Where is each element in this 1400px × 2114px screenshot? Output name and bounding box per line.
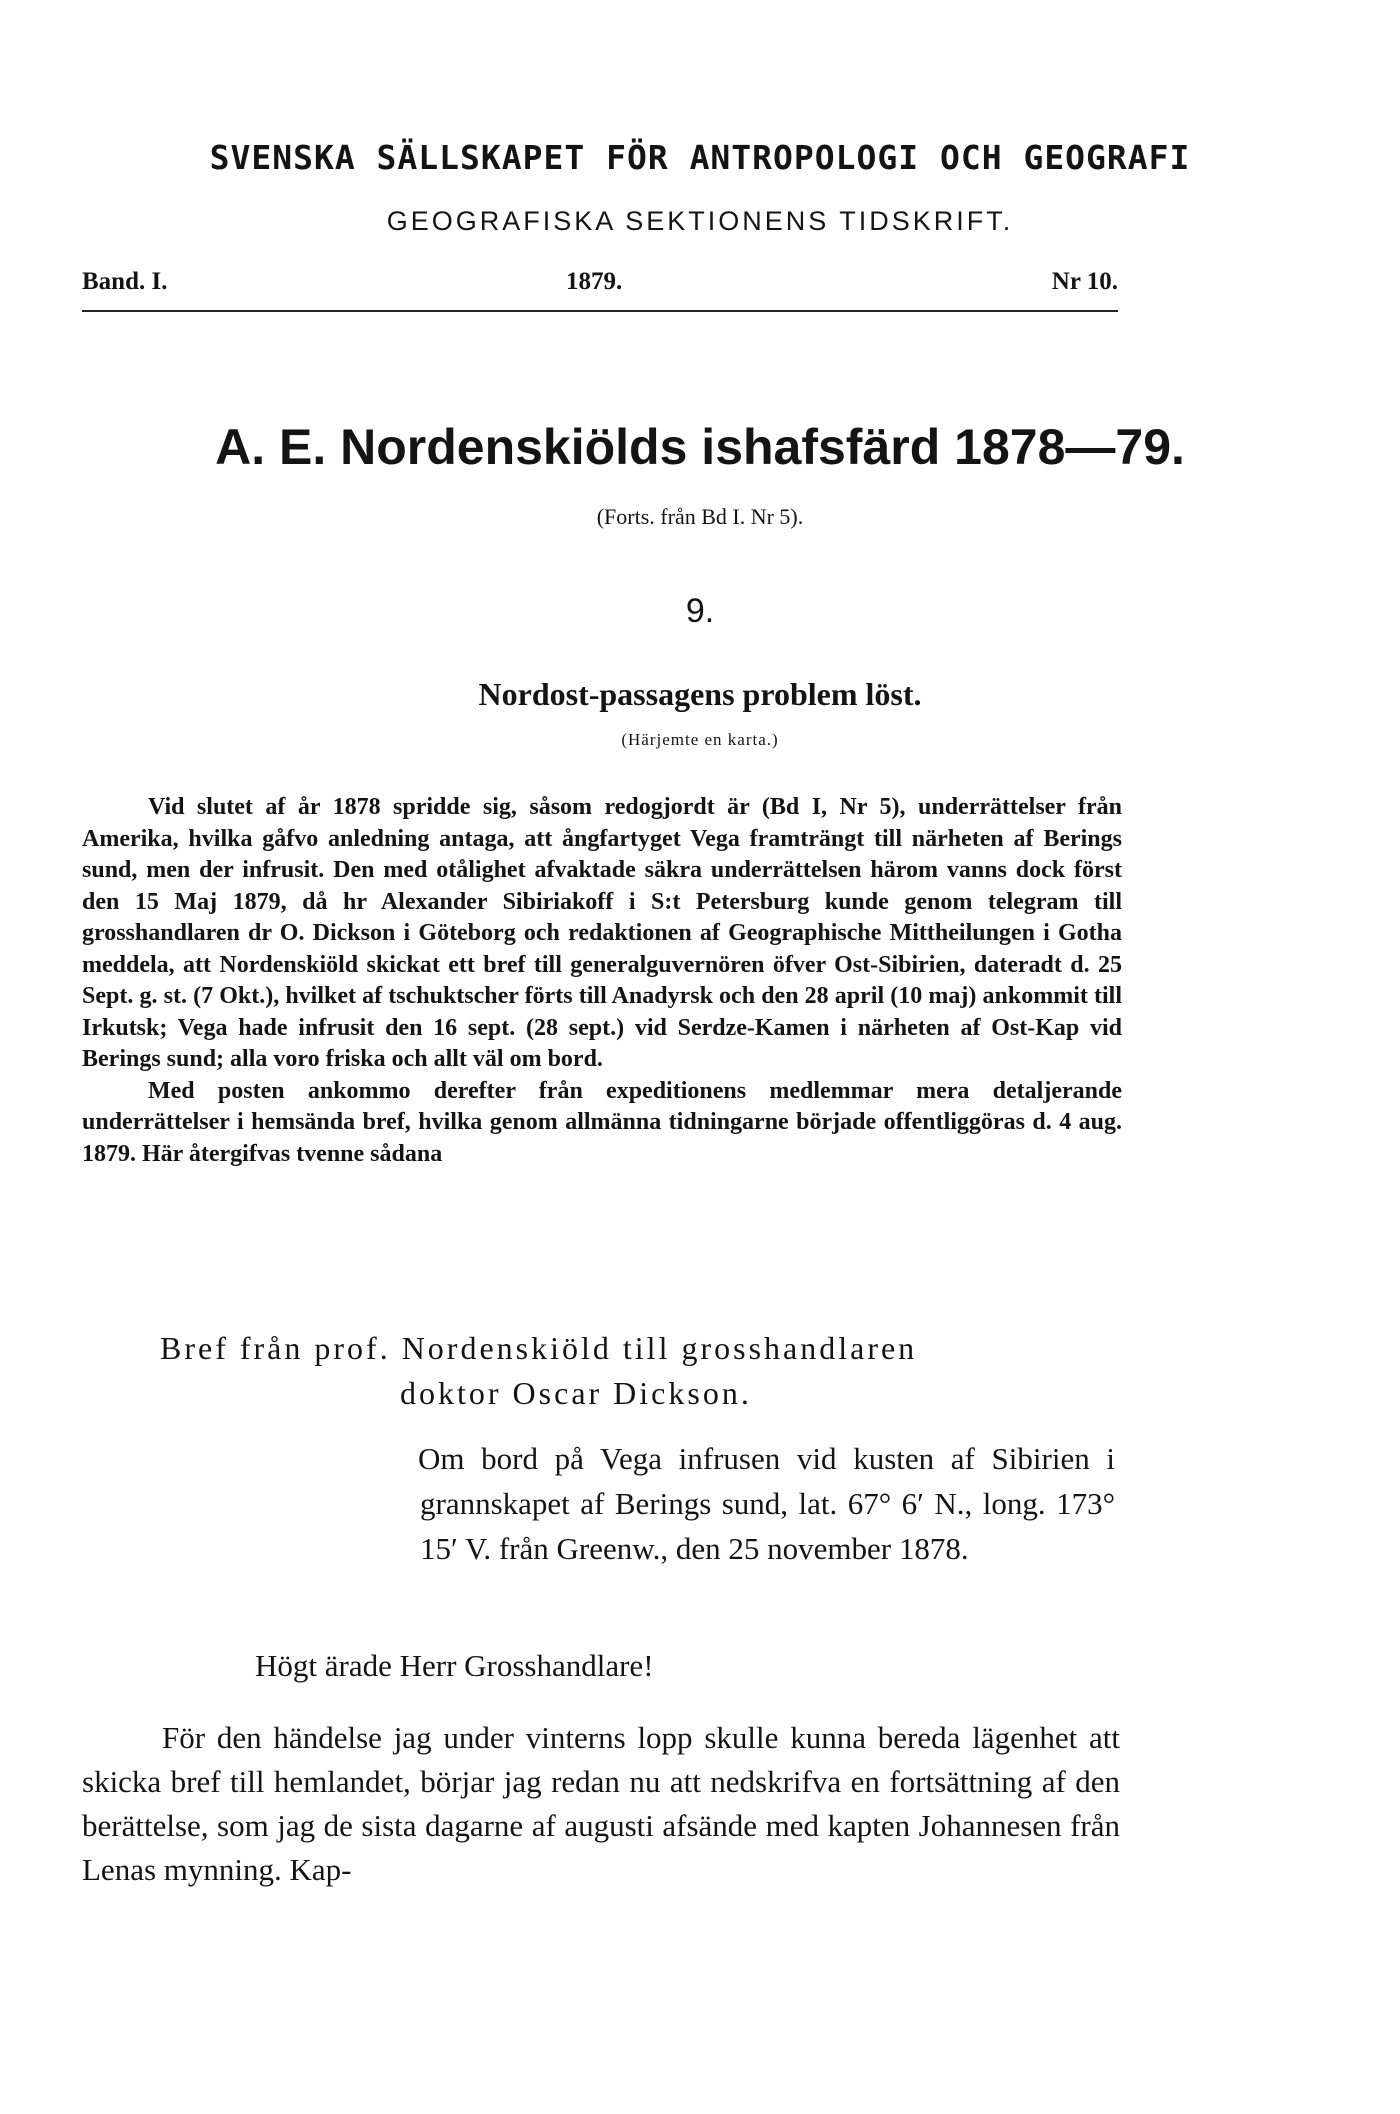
section-title: Nordost-passagens problem löst.	[478, 676, 922, 712]
year-label: 1879.	[566, 268, 623, 295]
section-number: 9.	[685, 592, 715, 630]
issue-number: Nr 10.	[1051, 268, 1118, 295]
map-note: (Härjemte en karta.)	[621, 730, 779, 749]
article-body	[82, 792, 1122, 1170]
society-name: SVENSKA SÄLLSKAPET FÖR ANTROPOLOGI OCH GEOGRAFI	[209, 138, 1191, 177]
paragraph: Med posten ankommo derefter från expeditionens medlemmar mera detaljerande underrättelser i hemsända bref, hvilka genom allmänna tidningarne började offentliggöras d. 4 aug. 1879. Här återgifvas tvenne sådana	[82, 1077, 1122, 1167]
article-title: A. E. Nordenskiölds ishafsfärd 1878—79.	[215, 419, 1185, 475]
journal-title: GEOGRAFISKA SEKTIONENS TIDSKRIFT.	[386, 206, 1014, 236]
letter-salutation: Högt ärade Herr Grosshandlare!	[255, 1648, 654, 1683]
letter-body	[82, 1716, 1120, 1892]
letter-heading-line: Bref från prof. Nordenskiöld till grosshandlaren	[160, 1330, 918, 1366]
paragraph: Vid slutet af år 1878 spridde sig, såsom redogjordt är (Bd I, Nr 5), underrättelser från Amerika, hvilka gåfvo anledning antaga, att ångfartyget Vega framträngt till närheten af Berings sund, men der infrusit. Den med otålighet afvaktade säkra underrättelsen härom vanns dock först den 15 Maj 1879, då hr Alexander Sibiriakoff i S:t Petersburg kunde genom telegram till grosshandlaren dr O. Dickson i Göteborg och redaktionen af Geographische Mittheilungen i Gotha meddela, att Nordenskiöld skickat ett bref till generalguvernören öfver Ost-Sibirien, dateradt d. 25 Sept. g. st. (7 Okt.), hvilket af tschuktscher förts till Anadyrsk och den 28 april (10 maj) ankommit till Irkutsk; Vega hade infrusit den 16 sept. (28 sept.) vid Serdze-Kamen i närheten af Ost-Kap vid Berings sund; alla voro friska och allt väl om bord.	[82, 794, 1122, 1072]
letter-dateline: Om bord på Vega infrusen vid kusten af Sibirien i grannskapet af Berings sund, lat. 67° 6′ N., long. 173° 15′ V. från Greenw., den 25 november 1878.	[418, 1441, 1115, 1566]
volume-label: Band. I.	[82, 268, 168, 295]
letter-heading	[160, 1326, 1060, 1416]
header-rule	[82, 310, 1118, 312]
letter-heading-line: doktor Oscar Dickson.	[400, 1375, 752, 1411]
continuation-note: (Forts. från Bd I. Nr 5).	[596, 504, 804, 529]
paragraph: För den händelse jag under vinterns lopp skulle kunna bereda lägenhet att skicka bref till hemlandet, börjar jag redan nu att nedskrifva en fortsättning af den berättelse, som jag de sista dagarne af augusti afsände med kapten Johannesen från Lenas mynning. Kap-	[82, 1720, 1120, 1887]
